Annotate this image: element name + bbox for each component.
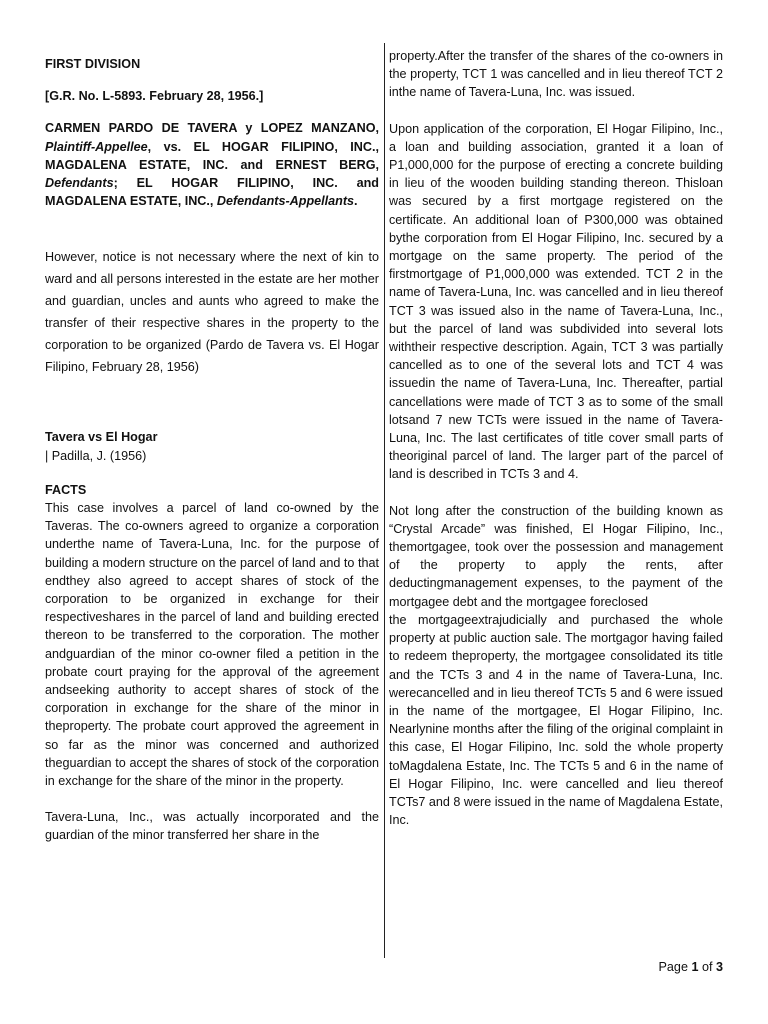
notice-paragraph: However, notice is not necessary where the next of kin to ward and all persons interested in the estate are her mother and guardian, uncles and aunts who agreed to make the transfer of their respective shares in the property to the corporation to be organized (Pardo de Tavera vs. El Hogar Filipino, February 28, 1956): [45, 250, 379, 375]
case-caption: CARMEN PARDO DE TAVERA y LOPEZ MANZANO, Plaintiff-Appellee, vs. EL HOGAR FILIPINO, INC., MAGDALENA ESTATE, INC. and ERNEST BERG, Defendants; EL HOGAR FILIPINO, INC. and MAGDALENA ESTATE, INC., Defendants-Appellants.: [45, 121, 379, 209]
page-number: Page 1 of 3: [658, 960, 723, 974]
case-title: Tavera vs El Hogar: [45, 430, 158, 445]
foreclosure-paragraph: Not long after the construction of the building known as “Crystal Arcade” was finished, El Hogar Filipino, Inc., themortgagee, took over the possession and management of the property to apply the rents, after deductingmanagement expenses, to the payment of the mortgagee debt and the mortgagee foreclosed: [389, 503, 723, 609]
right-column: [389, 47, 723, 829]
loan-paragraph: Upon application of the corporation, El Hogar Filipino, Inc., a loan and building association, granted it a loan of P1,000,000 for the purpose of erecting a concrete building in lieu of the wooden building standing thereon. Thisloan was secured by a first mortgage registered on the certificate. An additional loan of P300,000 was obtained bythe corporation from El Hogar Filipino, Inc. secured by a mortgage on the same property. The period of the firstmortgage of P1,000,000 was extended. TCT 2 in the name of Tavera-Luna, Inc. was cancelled and in lieu thereof TCT 3 was issued also in the name of Tavera-Luna, Inc., but the parcel of land was subdivided into several lots withtheir respective description. Again, TCT 3 was partially cancelled as to one of the several lots and TCT 4 was issuedin the name of Tavera-Luna, Inc. Thereafter, partial cancellations were made of TCT 3 as to some of the small lotsand 7 new TCTs were issued in the name of Tavera-Luna, Inc. The last certificates of title cover small parts of theoriginal parcel of land. The larger part of the parcel of land is described in TCTs 3 and 4.: [389, 121, 723, 482]
division-label: FIRST DIVISION: [45, 57, 141, 71]
case-author: | Padilla, J. (1956): [45, 448, 147, 463]
gr-number: [G.R. No. L-5893. February 28, 1956.]: [45, 89, 264, 104]
sale-paragraph: the mortgageextrajudicially and purchased the whole property at public auction sale. The mortgagor having failed to redeem theproperty, the mortgagee consolidated its title and the TCTs 3 and 4 in the name of Tavera-Luna, Inc. werecancelled and in lieu thereof TCTs 5 and 6 were issued in the name of the mortgagee, El Hogar Filipino, Inc. Nearlynine months after the filing of the original complaint in this case, El Hogar Filipino, Inc. sold the whole property toMagdalena Estate, Inc. The TCTs 5 and 6 in the name of El Hogar Filipino, Inc. were cancelled and lieu thereof TCTs7 and 8 were issued in the name of Magdalena Estate, Inc.: [389, 612, 723, 828]
facts-paragraph-continued: Tavera-Luna, Inc., was actually incorporated and the guardian of the minor transferred her share in the: [45, 810, 379, 843]
facts-heading: FACTS: [45, 482, 87, 497]
column-divider: [384, 43, 385, 958]
left-column: [45, 55, 379, 845]
facts-paragraph: This case involves a parcel of land co-owned by the Taveras. The co-owners agreed to organize a corporation underthe name of Tavera-Luna, Inc. for the purpose of building a modern structure on the parcel of land and to that endthey also agreed to accept shares of stock of the corporation to be organized in exchange for their respectiveshares in the parcel of land and building erected thereon to be transferred to the corporation. The mother andguardian of the minor co-owner filed a petition in the probate court praying for the approval of the agreement andseeking authority to accept shares of stock of the corporation in exchange for the share of the minor in theproperty. The probate court approved the agreement in so far as the minor was concerned and authorized theguardian to accept the shares of stock of the corporation in exchange for the share of the minor in the property.: [45, 501, 379, 789]
transfer-paragraph: property.After the transfer of the shares of the co-owners in the property, TCT 1 was cancelled and in lieu thereof TCT 2 inthe name of Tavera-Luna, Inc. was issued.: [389, 49, 723, 100]
